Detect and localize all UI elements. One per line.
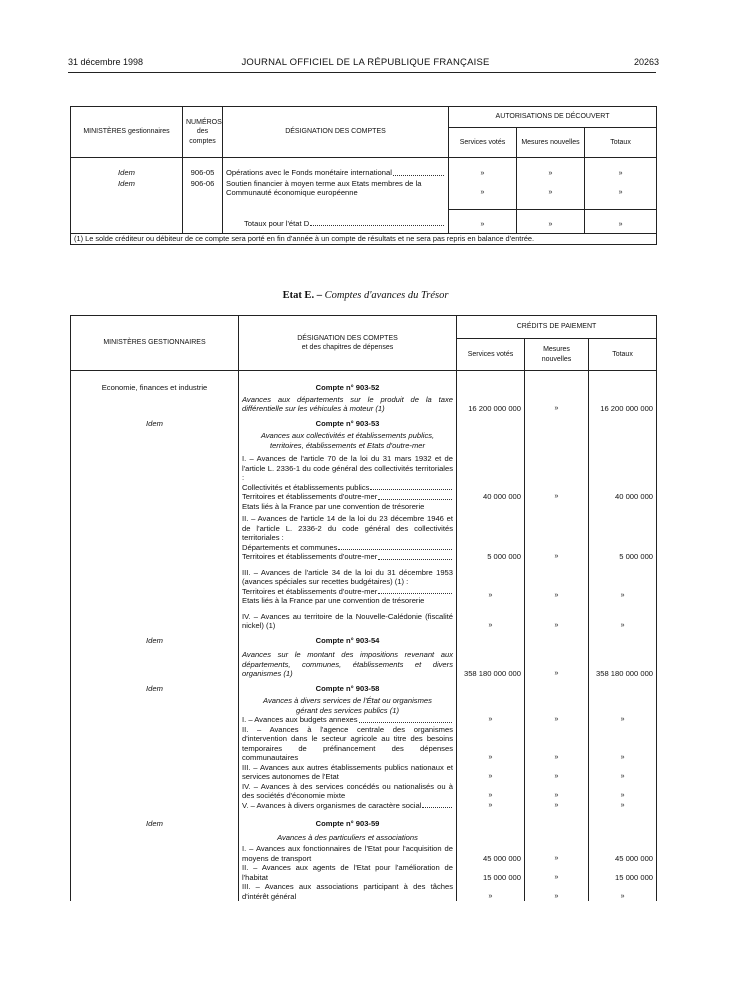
- value-cell: 16 200 000 000: [457, 371, 525, 414]
- footnote: (1) Le solde créditeur ou débiteur de ce compte sera porté en fin d'année à un compte de résultats et ne sera pas repris en balance d'entrée.: [71, 234, 657, 245]
- value-cell: 40 000 000: [589, 454, 657, 511]
- value-cell: 40 000 000: [457, 454, 525, 511]
- value-cell: 16 200 000 000: [589, 371, 657, 414]
- value-cell: 15 000 000: [457, 863, 525, 882]
- table-row: [71, 511, 657, 562]
- value-cell: »: [525, 763, 589, 782]
- col-autorisations: AUTORISATIONS DE DÉCOUVERT: [449, 107, 657, 128]
- table-row: [71, 882, 657, 901]
- col-credits: CRÉDITS DE PAIEMENT: [457, 316, 657, 339]
- page-number: 20263: [633, 57, 659, 67]
- table-row: [71, 863, 657, 882]
- table-row: [71, 371, 657, 414]
- table-row: [71, 414, 657, 455]
- value-cell: 358 180 000 000: [457, 631, 525, 679]
- account-subtitle: Avances aux collectivités et établissements publics, territoires, établissements et Etats d'outre-mer: [260, 431, 435, 450]
- value-cell: »: [525, 511, 589, 562]
- account-subtitle: Avances à des particuliers et associations: [277, 832, 418, 842]
- table-row: [71, 679, 657, 716]
- totals-label: Totaux pour l'état D: [223, 210, 449, 234]
- value-cell: »: [525, 606, 589, 631]
- item-intro: III. – Avances de l'article 34 de la loi du 31 décembre 1953 (avances spéciales sur recettes budgétaires) (1) :: [242, 567, 453, 586]
- value-cell: »: [457, 562, 525, 606]
- table-row: [71, 715, 657, 725]
- designation-cell: [239, 679, 457, 716]
- item-line: Départements et communes: [242, 543, 453, 553]
- value-cell: »: [457, 801, 525, 811]
- item-intro: I. – Avances de l'article 70 de la loi du 31 mars 1932 et de l'article L. 2336-1 du code général des collectivités territoriales :: [242, 454, 453, 482]
- item-line: Collectivités et établissements publics: [242, 483, 453, 493]
- item-line: Territoires et établissements d'outre-mer: [242, 552, 453, 562]
- item-line: Etats liés à la France par une convention de trésorerie: [242, 596, 425, 605]
- value-cell: 5 000 000: [589, 511, 657, 562]
- value-cell: »: [517, 158, 585, 179]
- value-cell: 45 000 000: [457, 842, 525, 863]
- item-line: Territoires et établissements d'outre-mer: [242, 492, 453, 502]
- item-line: Territoires et établissements d'outre-mer: [242, 587, 453, 597]
- designation-cell: [239, 414, 457, 455]
- table-row: [71, 606, 657, 631]
- value-cell: »: [449, 210, 517, 234]
- account-title: Compte n° 903-53: [315, 418, 380, 428]
- table-row: [71, 454, 657, 511]
- account-subtitle: Avances à divers services de l'État ou organismes gérant des services publics (1): [263, 696, 432, 715]
- etat-subtitle: Comptes d'avances du Trésor: [324, 290, 449, 301]
- header-rule: [68, 72, 656, 73]
- table-etat-d: [70, 106, 657, 245]
- totals-row: [71, 210, 657, 234]
- table-row: [71, 631, 657, 679]
- ministere-cell: Idem: [71, 414, 239, 455]
- designation-cell: [239, 810, 457, 842]
- designation-cell: [239, 371, 457, 414]
- col-services-votes: Services votés: [449, 128, 517, 158]
- col-designation: [239, 316, 457, 371]
- value-cell: »: [457, 882, 525, 901]
- designation-cell: Opérations avec le Fonds monétaire international: [223, 158, 449, 179]
- value-cell: »: [589, 725, 657, 763]
- value-cell: »: [449, 158, 517, 179]
- value-cell: »: [525, 454, 589, 511]
- table-row: [71, 763, 657, 782]
- value-cell: »: [585, 179, 657, 210]
- designation-cell: II. – Avances aux agents de l'Etat pour l'amélioration de l'habitat: [239, 863, 457, 882]
- item-intro: II. – Avances de l'article 14 de la loi du 23 décembre 1946 et de l'article L. 2336-2 du code général des collectivités territoriales :: [242, 514, 453, 542]
- value-cell: »: [589, 782, 657, 801]
- value-cell: »: [525, 371, 589, 414]
- col-mesures-nouvelles: Mesures nouvelles: [525, 339, 589, 371]
- value-cell: »: [457, 715, 525, 725]
- col-mesures-nouvelles: Mesures nouvelles: [517, 128, 585, 158]
- value-cell: »: [525, 882, 589, 901]
- table-row: [71, 810, 657, 842]
- section-title: [0, 290, 731, 301]
- page-date: 31 décembre 1998: [68, 57, 144, 67]
- value-cell: »: [525, 782, 589, 801]
- value-cell: »: [457, 725, 525, 763]
- col-services-votes: Services votés: [457, 339, 525, 371]
- designation-cell: V. – Avances à divers organismes de caractère social: [239, 801, 457, 811]
- col-ministeres: MINISTÈRES GESTIONNAIRES: [71, 316, 239, 371]
- account-title: Compte n° 903-58: [315, 683, 380, 693]
- table-row: [71, 158, 657, 179]
- designation-cell: III. – Avances aux autres établissements publics nationaux et services autonomes de l'Etat: [239, 763, 457, 782]
- ministere-cell: Idem: [71, 631, 239, 679]
- value-cell: »: [517, 179, 585, 210]
- col-totaux: Totaux: [589, 339, 657, 371]
- table-row: [71, 801, 657, 811]
- value-cell: »: [517, 210, 585, 234]
- value-cell: »: [525, 631, 589, 679]
- value-cell: »: [585, 210, 657, 234]
- designation-cell: I. – Avances aux fonctionnaires de l'Etat pour l'acquisition de moyens de transport: [239, 842, 457, 863]
- designation-cell: [239, 454, 457, 511]
- designation-subheading: et des chapitres de dépenses: [301, 344, 394, 351]
- table-row: [71, 725, 657, 763]
- table-row: [71, 562, 657, 606]
- value-cell: »: [525, 863, 589, 882]
- designation-heading: DÉSIGNATION DES COMPTES: [297, 334, 398, 342]
- value-cell: »: [589, 882, 657, 901]
- value-cell: 15 000 000: [589, 863, 657, 882]
- designation-cell: [239, 562, 457, 606]
- value-cell: 358 180 000 000: [589, 631, 657, 679]
- ministere-cell: Economie, finances et industrie: [71, 371, 239, 414]
- account-title: Compte n° 903-59: [315, 819, 380, 828]
- value-cell: »: [457, 763, 525, 782]
- value-cell: »: [457, 782, 525, 801]
- value-cell: »: [589, 763, 657, 782]
- value-cell: »: [449, 179, 517, 210]
- value-cell: »: [589, 606, 657, 631]
- designation-cell: II. – Avances à l'agence centrale des organismes d'intervention dans le secteur agricole au titre des besoins temporaires de préfinancement des dépenses communautaires: [239, 725, 457, 763]
- item-text: IV. – Avances au territoire de la Nouvelle-Calédonie (fiscalité nickel) (1): [242, 611, 453, 630]
- value-cell: »: [589, 715, 657, 725]
- ministere-cell: Idem: [71, 179, 183, 210]
- designation-cell: [239, 511, 457, 562]
- designation-cell: III. – Avances aux associations participant à des tâches d'intérêt général: [239, 882, 457, 901]
- item-line: Etats liés à la France par une convention de trésorerie: [242, 501, 425, 511]
- value-cell: 5 000 000: [457, 511, 525, 562]
- designation-cell: I. – Avances aux budgets annexes: [239, 715, 457, 725]
- col-numeros: NUMÉROS des comptes: [183, 107, 223, 158]
- table-row: [71, 782, 657, 801]
- value-cell: »: [525, 562, 589, 606]
- account-title: Compte n° 903-54: [315, 635, 380, 645]
- value-cell: »: [589, 562, 657, 606]
- value-cell: 45 000 000: [589, 842, 657, 863]
- col-designation: DÉSIGNATION DES COMPTES: [223, 107, 449, 158]
- value-cell: »: [525, 715, 589, 725]
- account-text: Avances aux départements sur le produit de la taxe différentielle sur les véhicules à moteur (1): [242, 394, 453, 413]
- designation-cell: Soutien financier à moyen terme aux Etats membres de la Communauté économique européenne: [223, 179, 449, 210]
- journal-title: JOURNAL OFFICIEL DE LA RÉPUBLIQUE FRANÇAISE: [241, 57, 490, 68]
- value-cell: »: [457, 606, 525, 631]
- value-cell: »: [585, 158, 657, 179]
- account-title: Compte n° 903-52: [315, 383, 380, 392]
- designation-cell: [239, 606, 457, 631]
- numero-cell: 906-06: [183, 179, 223, 210]
- account-text: Avances sur le montant des impositions revenant aux départements, communes, établissements et divers organismes (1): [242, 650, 453, 678]
- ministere-cell: Idem: [71, 158, 183, 179]
- col-ministeres: MINISTÈRES gestionnaires: [71, 107, 183, 158]
- ministere-cell: Idem: [71, 810, 239, 842]
- table-row: [71, 179, 657, 210]
- ministere-cell: Idem: [71, 679, 239, 716]
- designation-cell: [239, 631, 457, 679]
- value-cell: »: [525, 725, 589, 763]
- value-cell: »: [525, 842, 589, 863]
- designation-cell: IV. – Avances à des services concédés ou nationalisés ou à des sociétés d'économie mixte: [239, 782, 457, 801]
- col-totaux: Totaux: [585, 128, 657, 158]
- numero-cell: 906-05: [183, 158, 223, 179]
- value-cell: »: [589, 801, 657, 811]
- table-row: [71, 842, 657, 863]
- table-etat-e: [70, 315, 657, 901]
- value-cell: »: [525, 801, 589, 811]
- etat-label: Etat E. –: [282, 290, 322, 301]
